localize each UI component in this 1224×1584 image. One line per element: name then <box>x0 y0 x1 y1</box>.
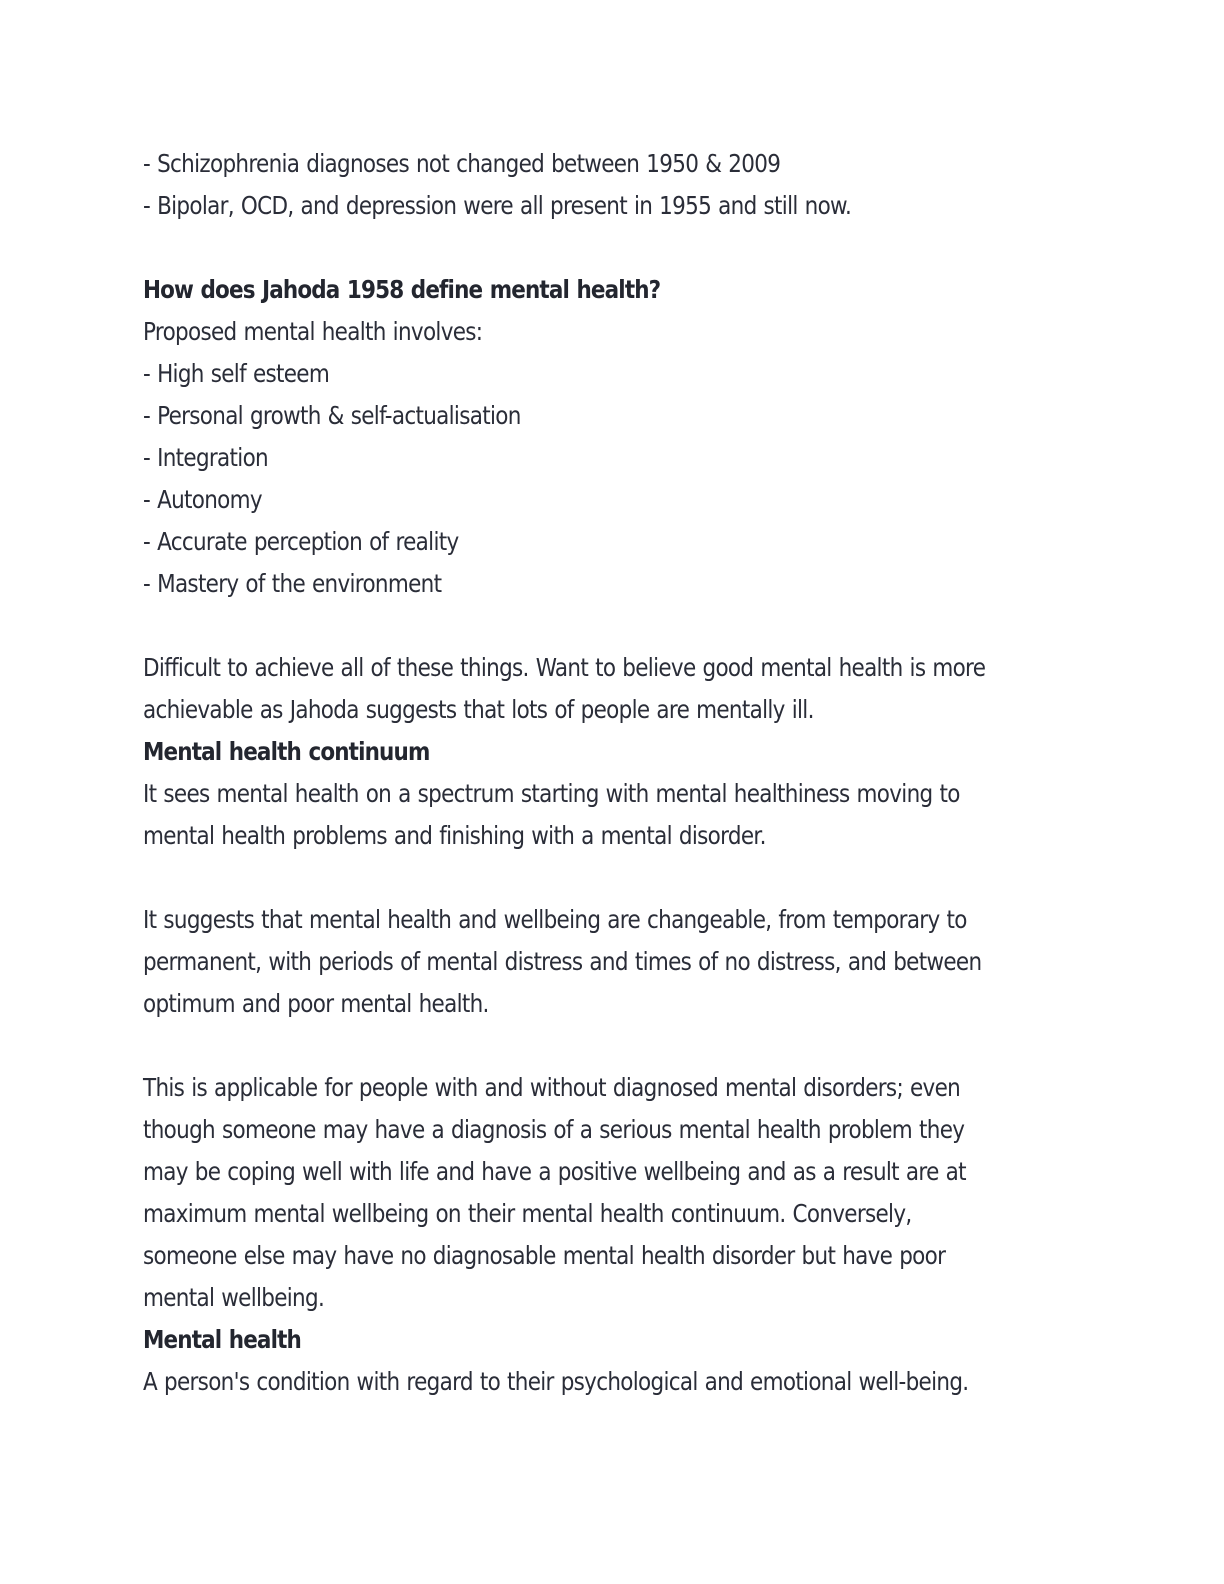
continuum-p3-line: This is applicable for people with and without diagnosed mental disorders; even <box>143 1073 961 1102</box>
bullet-schizophrenia: - Schizophrenia diagnoses not changed between 1950 & 2009 <box>143 149 781 178</box>
continuum-p2-line: It suggests that mental health and wellbeing are changeable, from temporary to <box>143 905 967 934</box>
continuum-p2-line: permanent, with periods of mental distress and times of no distress, and between <box>143 947 982 976</box>
jahoda-evaluation-line: achievable as Jahoda suggests that lots of people are mentally ill. <box>143 695 814 724</box>
criterion-self-esteem: - High self esteem <box>143 359 330 388</box>
continuum-p1-line: mental health problems and finishing with a mental disorder. <box>143 821 766 850</box>
heading-mental-health: Mental health <box>143 1325 301 1354</box>
continuum-p2-line: optimum and poor mental health. <box>143 989 489 1018</box>
mental-health-definition: A person's condition with regard to their psychological and emotional well-being. <box>143 1367 969 1396</box>
continuum-p3-line: though someone may have a diagnosis of a serious mental health problem they <box>143 1115 965 1144</box>
criterion-personal-growth: - Personal growth & self-actualisation <box>143 401 521 430</box>
criterion-autonomy: - Autonomy <box>143 485 262 514</box>
heading-jahoda: How does Jahoda 1958 define mental health? <box>143 275 661 304</box>
spacer <box>143 1025 1080 1067</box>
continuum-p3-line: may be coping well with life and have a positive wellbeing and as a result are at <box>143 1157 966 1186</box>
continuum-p3-line: maximum mental wellbeing on their mental health continuum. Conversely, <box>143 1199 912 1228</box>
bullet-bipolar-ocd-depression: - Bipolar, OCD, and depression were all present in 1955 and still now. <box>143 191 852 220</box>
criterion-mastery-of-environment: - Mastery of the environment <box>143 569 442 598</box>
continuum-p3-line: mental wellbeing. <box>143 1283 325 1312</box>
criterion-integration: - Integration <box>143 443 268 472</box>
document-page <box>143 143 1080 1403</box>
spacer <box>143 605 1080 647</box>
spacer <box>143 227 1080 269</box>
criterion-perception-of-reality: - Accurate perception of reality <box>143 527 459 556</box>
continuum-p3-line: someone else may have no diagnosable mental health disorder but have poor <box>143 1241 946 1270</box>
heading-continuum: Mental health continuum <box>143 737 430 766</box>
spacer <box>143 857 1080 899</box>
continuum-p1-line: It sees mental health on a spectrum starting with mental healthiness moving to <box>143 779 960 808</box>
jahoda-evaluation-line: Difficult to achieve all of these things. Want to believe good mental health is more <box>143 653 986 682</box>
jahoda-intro: Proposed mental health involves: <box>143 317 483 346</box>
